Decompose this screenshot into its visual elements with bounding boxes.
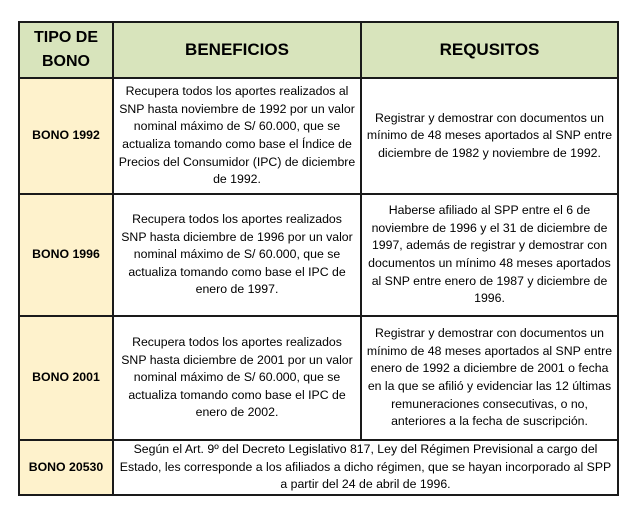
bono-type-cell: BONO 1992 xyxy=(19,78,113,194)
header-row xyxy=(19,22,618,78)
header-beneficios: BENEFICIOS xyxy=(113,22,361,78)
bono-type-cell: BONO 1996 xyxy=(19,194,113,316)
requisitos-cell: Registrar y demostrar con documentos un mínimo de 48 meses aportados al SNP entre diciembre de 1982 y noviembre de 1992. xyxy=(361,78,618,194)
beneficios-cell: Recupera todos los aportes realizados SNP hasta diciembre de 2001 por un valor nominal máximo de S/ 60.000, que se actualiza tomando como base el IPC de enero de 2002. xyxy=(113,316,361,440)
table-row xyxy=(19,194,618,316)
beneficios-cell: Recupera todos los aportes realizados al SNP hasta noviembre de 1992 por un valor nominal máximo de S/ 60.000, que se actualiza tomando como base el Índice de Precios del Consumidor (IPC) de diciembre de 1992. xyxy=(113,78,361,194)
requisitos-cell: Registrar y demostrar con documentos un mínimo de 48 meses aportados al SNP entre enero de 1992 a diciembre de 2001 o fecha en la que se afilió y evidenciar las 12 últimas remuneraciones consecutivas, o no, anteriores a la fecha de suscripción. xyxy=(361,316,618,440)
bono-type-cell: BONO 2001 xyxy=(19,316,113,440)
requisitos-cell: Haberse afiliado al SPP entre el 6 de noviembre de 1996 y el 31 de diciembre de 1997, además de registrar y demostrar con documentos un mínimo 48 meses aportados al SNP entre enero de 1987 y diciembre de 1996. xyxy=(361,194,618,316)
table-row xyxy=(19,316,618,440)
bono-table xyxy=(18,21,619,496)
table-row xyxy=(19,78,618,194)
beneficios-cell: Recupera todos los aportes realizados SNP hasta diciembre de 1996 por un valor nominal máximo de S/ 60.000, que se actualiza tomando como base el IPC de enero de 1997. xyxy=(113,194,361,316)
bono-type-cell: BONO 20530 xyxy=(19,440,113,495)
header-tipo: TIPO DE BONO xyxy=(19,22,113,78)
merged-description-cell: Según el Art. 9º del Decreto Legislativo 817, Ley del Régimen Previsional a cargo del Estado, les corresponde a los afiliados a dicho régimen, que se hayan incorporado al SPP a partir del 24 de abril de 1996. xyxy=(113,440,618,495)
table-row xyxy=(19,440,618,495)
header-requisitos: REQUSITOS xyxy=(361,22,618,78)
